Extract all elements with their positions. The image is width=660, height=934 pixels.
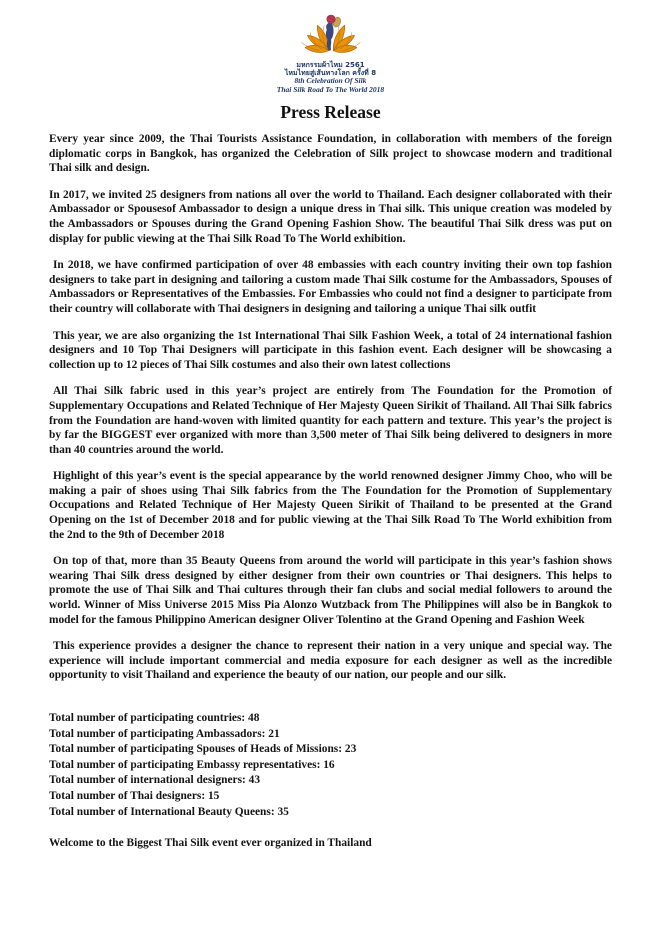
stat-spouses: Total number of participating Spouses of Heads of Missions: 23 xyxy=(49,743,357,756)
paragraph-fashion-week: This year, we are also organizing the 1st International Thai Silk Fashion Week, a total of 24 international fashion designers and 10 Top Thai Designers will participate in this fashion event. Each designer will be showcasing a collection up to 12 pieces of Thai Silk costumes and also their own latest collections xyxy=(49,329,612,371)
stat-international-designers: Total number of international designers: 43 xyxy=(49,774,261,787)
paragraph-fabric-source: All Thai Silk fabric used in this year’s project are entirely from The Foundation for the Promotion of Supplementary Occupations and Related Technique of Her Majesty Queen Sirikit of Thailand. All Thai Silk fabrics from the Foundation are hand-woven with limited quantity for each pattern and texture. This year’s the project is by far the BIGGEST ever organized with more than 3,500 meter of Thai Silk being delivered to designers in more than 40 countries around the world. xyxy=(49,385,612,456)
stat-thai-designers: Total number of Thai designers: 15 xyxy=(49,789,220,802)
stat-beauty-queens: Total number of International Beauty Queens: 35 xyxy=(49,805,289,818)
press-release-body xyxy=(49,132,612,851)
closing-line: Welcome to the Biggest Thai Silk event ever organized in Thailand xyxy=(49,837,372,850)
logo-script-line-2: Thai Silk Road To The World 2018 xyxy=(276,84,385,94)
logo-thai-line-1: มหกรรมผ้าไหม 2561 xyxy=(296,61,365,69)
yarn-ball xyxy=(326,15,334,23)
thai-silk-festival-logo xyxy=(289,12,373,60)
logo-thai-line-2: ไหมไทยสู่เส้นทางโลก ครั้งที่ 8 xyxy=(284,69,377,77)
paragraph-beauty-queens: On top of that, more than 35 Beauty Queens from around the world will participate in this year’s fashion shows wearing Thai Silk dress designed by either designer from their own countries or Thai designers. This helps to promote the use of Thai Silk and Thai cultures through their fan clubs and social medial followers to around the world. Winner of Miss Universe 2015 Miss Pia Alonzo Wutzback from The Philippines will also be in Bangkok to model for the famous Philippino American designer Oliver Tolentino at the Grand Opening and Fashion Week xyxy=(49,555,612,626)
page-title: Press Release xyxy=(280,102,381,122)
thailand-map-shape xyxy=(325,22,333,51)
stat-embassy-representatives: Total number of participating Embassy representatives: 16 xyxy=(49,758,335,771)
paragraph-2017: In 2017, we invited 25 designers from nations all over the world to Thailand. Each designer collaborated with their Ambassador or Spousesof Ambassador to design a unique dress in Thai silk. This unique creation was modeled by the Ambassadors or Spouses during the Grand Opening Fashion Show. The beautiful Thai Silk dress was put on display for public viewing at the Thai Silk Road To The World exhibition. xyxy=(49,188,612,245)
paragraph-jimmy-choo: Highlight of this year’s event is the special appearance by the world renowned designer Jimmy Choo, who will be making a pair of shoes using Thai Silk fabrics from the The Foundation for the Promotion of Supplementary Occupations and Related Technique of Her Majesty Queen Sirikit of Thailand to be presented at the Grand Opening on the 1st of December 2018 and for public viewing at the Thai Silk Road To The World exhibition from the 2nd to the 9th of December 2018 xyxy=(49,470,612,541)
paragraph-experience: This experience provides a designer the chance to represent their nation in a very unique and special way. The experience will include important commercial and media exposure for each designer as well as the incredible opportunity to visit Thailand and experience the beauty of our nation, our people and our silk. xyxy=(49,640,612,682)
logo-script-line-1: 8th Celebration Of Silk xyxy=(294,76,367,85)
paragraph-2018: In 2018, we have confirmed participation of over 48 embassies with each country inviting their own top fashion designers to take part in designing and tailoring a custom made Thai Silk costume for the Ambassadors, Spouses of Ambassadors or Representatives of the Embassies. For Embassies who could not find a designer to participate from their country will collaborate with Thai designers in designing and tailoring a unique Thai silk outfit xyxy=(49,259,612,315)
stat-countries: Total number of participating countries: 48 xyxy=(49,712,260,724)
stat-ambassadors: Total number of participating Ambassadors: 21 xyxy=(49,727,280,740)
statistics-list xyxy=(49,711,612,820)
paragraph-intro: Every year since 2009, the Thai Tourists Assistance Foundation, in collaboration with members of the foreign diplomatic corps in Bangkok, has organized the Celebration of Silk project to showcase modern and traditional Thai silk and design. xyxy=(49,133,612,175)
logo-block xyxy=(49,12,612,94)
